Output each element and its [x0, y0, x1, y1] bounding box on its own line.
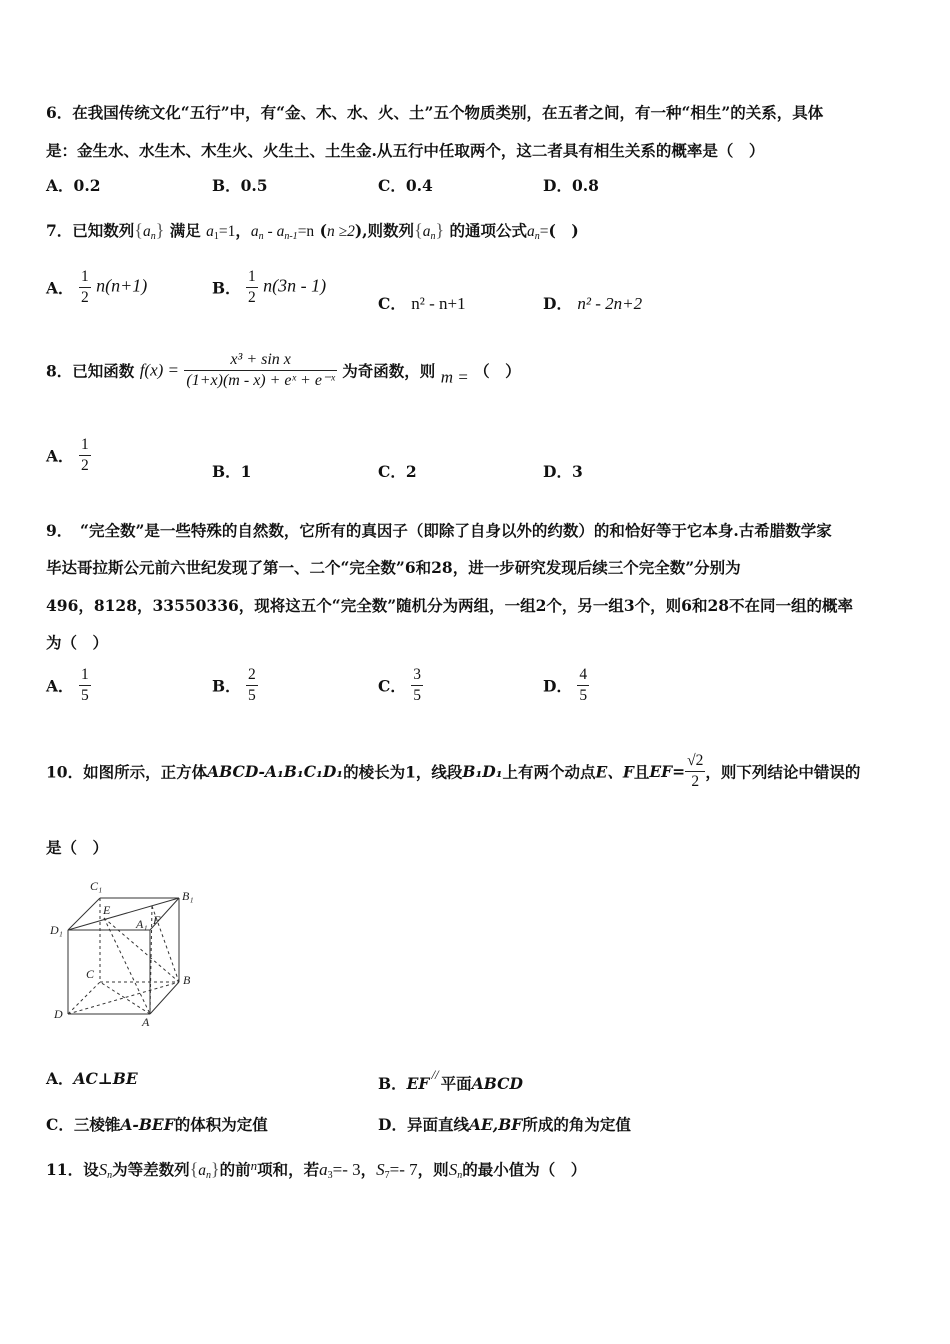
q6-option-c: C．0.4: [378, 176, 433, 195]
label-b1: B₁: [182, 889, 194, 903]
label-a: A: [142, 1015, 150, 1028]
diag-a-c: [100, 982, 150, 1014]
q10-option-b: B．EF // 平面ABCD: [378, 1067, 523, 1093]
q6-option-a: A．0.2: [46, 176, 101, 195]
q7-stem: 7．已知数列$\{a_n\}$ 满足 $a_1=1$，$a_n - a_{n-1}=n$ (n ≥2),则数列$\{a_n\}$ 的通项公式$a_n=$( ): [46, 220, 579, 242]
q9-line2: 毕达哥拉斯公元前六世纪发现了第一、二个“完全数”6和28，进一步研究发现后续三个完全数”分别为: [46, 558, 741, 577]
edge-d-c: [68, 982, 100, 1014]
label-c1: C₁: [90, 879, 103, 893]
q10-option-c: C．三棱锥A-BEF的体积为定值: [46, 1115, 268, 1134]
seg-e-a: [104, 918, 150, 1014]
q10-line2: 是（ ）: [46, 838, 109, 857]
q10-option-d: D．异面直线AE,BF所成的角为定值: [378, 1115, 631, 1134]
q8-option-a: A． $\frac{1}{2}$: [46, 436, 89, 474]
q8-option-c: C．2: [378, 462, 417, 481]
q9-option-a: A． $\frac{1}{5}$: [46, 666, 89, 704]
q10-option-a: A．AC⊥BE: [46, 1069, 138, 1088]
edge-a-b: [150, 982, 179, 1014]
q9-line3: 496，8128，33550336，现将这五个“完全数”随机分为两组，一组2个，另一组3个，则6和28不在同一组的概率: [46, 596, 854, 615]
q8-stem: 8．已知函数 f(x) = $\frac{\text{x³ + sin x}}{\text{(1+x)(m - x) + eˣ + e⁻ˣ}}$ 为奇函数，则 m = （ ）: [46, 351, 521, 389]
q10-stem: 10．如图所示，正方体ABCD-A₁B₁C₁D₁的棱长为1，线段B₁D₁上有两个动点E、F且EF= $\frac{√2}{2}$ ，则下列结论中错误的: [46, 752, 861, 790]
q6-line2: 是：金生水、水生木、木生火、火生土、土生金.从五行中任取两个，这二者具有相生关系的概率是（ ）: [46, 141, 765, 160]
label-d1: D₁: [50, 923, 63, 937]
q11-stem: 11．设$S_n$为等差数列$\{a_n\}$的前$^n$项和，若$a_3=-$ 3，$S_7=-$ 7，则$S_n$的最小值为（ ）: [46, 1158, 587, 1181]
label-a1: A₁: [136, 917, 148, 931]
q9-line4: 为（ ）: [46, 633, 109, 652]
label-c: C: [86, 967, 95, 981]
q7-option-d: D． n² - 2n+2: [543, 294, 643, 313]
q9-option-c: C． $\frac{3}{5}$: [378, 666, 421, 704]
q9-option-b: B． $\frac{2}{5}$: [212, 666, 256, 704]
label-f: F: [153, 913, 161, 927]
cube-figure: [46, 876, 216, 1028]
q7-option-c: C． n² - n+1: [378, 294, 466, 313]
q6-option-d: D．0.8: [543, 176, 599, 195]
label-d: D: [54, 1007, 63, 1021]
q7-option-a: A． $\frac{1}{2}$ n(n+1): [46, 268, 148, 306]
q9-line1: 9． “完全数”是一些特殊的自然数，它所有的真因子（即除了自身以外的约数）的和恰好等于它本身.古希腊数学家: [46, 521, 832, 540]
q7-option-b: B． $\frac{1}{2}$ n(3n - 1): [212, 268, 327, 306]
q6-line1: 6．在我国传统文化“五行”中，有“金、木、水、火、土”五个物质类别，在五者之间，有一种“相生”的关系，具体: [46, 103, 824, 122]
diag-d-b: [68, 982, 179, 1014]
q8-option-d: D．3: [543, 462, 583, 481]
label-e: E: [103, 903, 111, 917]
q9-option-d: D． $\frac{4}{5}$: [543, 666, 588, 704]
q6-option-b: B．0.5: [212, 176, 268, 195]
label-b: B: [183, 973, 191, 987]
q8-option-b: B．1: [212, 462, 252, 481]
